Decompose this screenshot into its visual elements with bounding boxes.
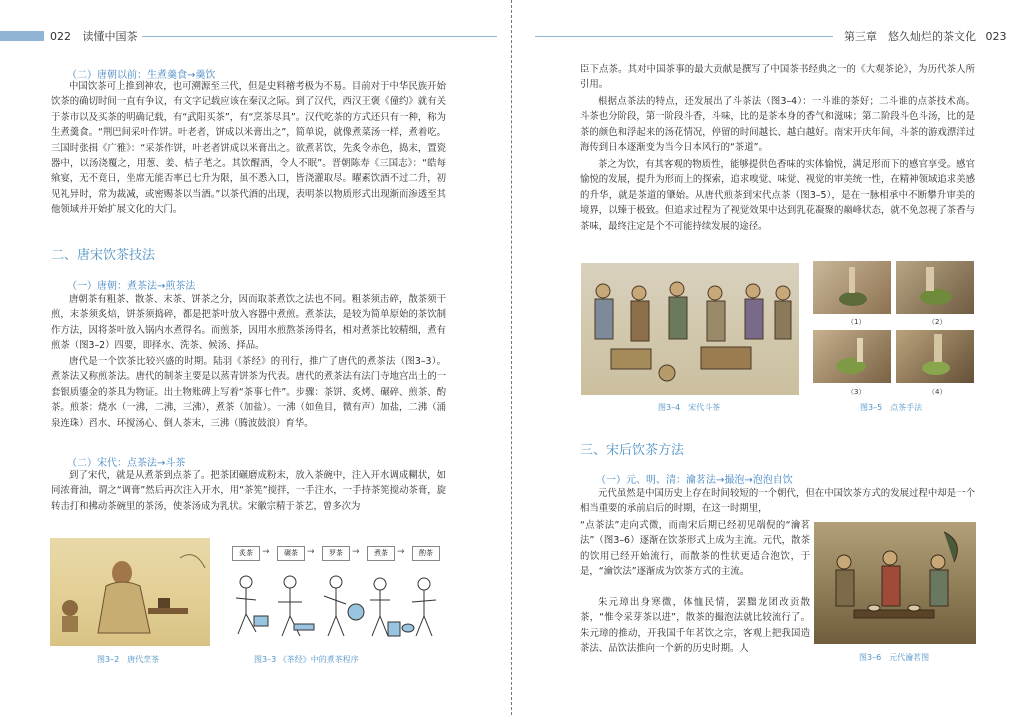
subheading-pre-tang: （二）唐朝以前：生煮羹食→羹饮: [67, 70, 216, 81]
flow-step: 煮茶: [367, 546, 395, 561]
arrow-right-icon: →: [352, 547, 360, 557]
figures-illustration: [228, 566, 443, 646]
subheading-song: （二）宋代：点茶法→斗茶: [67, 458, 186, 469]
paragraph: 臣下点茶。其对中国茶事的最大贡献是撰写了中国茶书经典之一的《大观茶论》，为历代茶人所引用。: [580, 64, 975, 91]
tea-whisking-step-photo: [813, 330, 891, 383]
flow-step: 酌茶: [412, 546, 440, 561]
left-page: [0, 0, 509, 715]
tea-whisking-step-photo: [813, 261, 891, 314]
page-gutter: [511, 0, 512, 715]
header-right: [844, 28, 1007, 44]
paragraph: 茶之为饮，有其客观的物质性，能够提供色香味的实体愉悦，满足形而下的感官享受。感官愉悦的发展，提升为形而上的探索，追求嗅觉、味觉、视觉的审美统一性，在精神领域追求美感的升华，就是茶道的肇始。从唐代煎茶到宋代点茶（图3–5），是在一脉相承中不断攀升审美的境界，以臻于极致。但追求过程为了视觉效果中达到乳花凝聚的巅峰状态，就不免忽视了茶香与茶味，最终注定是个不可能持续发展的途径。: [580, 159, 975, 232]
figure-caption: 图3–5 点茶手法: [860, 403, 923, 412]
tea-whisking-illustration: [896, 330, 974, 383]
section-heading-post-song: 三、宋后饮茶方法: [580, 443, 685, 458]
right-page: [515, 0, 1024, 715]
paragraph: 唐代是一个饮茶比较兴盛的时期。陆羽《茶经》的刊行，推广了唐代的煮茶法（图3–3）。煮茶法又称煎茶法。唐代的制茶主要是以蒸青饼茶为代表。唐代的煮茶法有法门寺地宫出土的一套银质鎏金的茶具为物证。出土物账碑上写着“茶事七件”。步骤：茶饼、炙烤、碾碎、煎茶、酌茶。煎茶：烧水（一沸，二沸，三沸），煮茶（加盐）。一沸（如鱼目，微有声）加盐，二沸（涌泉连珠）舀水、环搅汤心、倒人茶末，三沸（腾波鼓浪）育华。: [51, 356, 446, 429]
header-bar-left: [0, 31, 44, 41]
tea-scholar-illustration: [50, 538, 210, 646]
paragraph: 到了宋代，就是从煮茶到点茶了。把茶团碾磨成粉末，放入茶碗中，注入开水调成糊状，如同浓膏油，谓之“调膏”然后再次注入开水，用“茶筅”搅拌，一手注水，一手持茶筅搅动茶膏，旋转击打和拂动茶碗里的茶汤，使茶汤成为乳状。宋徽宗精于茶艺，曾多次为: [51, 470, 446, 512]
flow-step: 炙茶: [232, 546, 260, 561]
song-tea-competition-painting: [581, 263, 799, 395]
tea-merchants-illustration: [581, 263, 799, 395]
chapter-title: 第三章 悠久灿烂的茶文化: [844, 30, 976, 43]
arrow-right-icon: →: [307, 547, 315, 557]
step-label: （3）: [847, 388, 866, 396]
tang-tea-painting: [50, 538, 210, 646]
subheading-yuan-ming-qing: （一）元、明、清：瀹茗法→撮泡→泡泡自饮: [596, 475, 793, 486]
tea-whisking-step-photo: [896, 261, 974, 314]
paragraph: 朱元璋出身寒微，体恤民情，罢黜龙团改贡散茶，“惟令采芽茶以进”，散茶的撮泡法就比较流行了。朱元璋的推动，开我国千年茗饮之宗，客观上把我国造茶法、品饮法推向一个新的历史时期。人: [580, 597, 810, 655]
step-label: （1）: [847, 318, 866, 326]
paragraph: 根据点茶法的特点，还发展出了斗茶法（图3–4）：一斗谁的茶好；二斗谁的点茶技术高。斗茶也分阶段，第一阶段斗香，斗味，比的是茶本身的香气和滋味；第二阶段斗色斗汤，比的是茶的颜色和浮起来的汤花情况，停留的时间越长、越白越好。南宋开庆年间，斗茶的游戏漂洋过海传到日本逐渐变为当今日本风行的“茶道”。: [580, 96, 975, 154]
tea-whisking-step-photo: [896, 330, 974, 383]
arrow-right-icon: →: [262, 547, 270, 557]
subheading-tang: （一）唐朝：煮茶法→煎茶法: [67, 281, 196, 292]
page-number: 023: [985, 30, 1007, 43]
step-label: （2）: [928, 318, 947, 326]
figure-caption: 图3–3 《茶经》中的煮茶程序: [254, 655, 359, 664]
tea-whisking-illustration: [896, 261, 974, 314]
yuan-tea-brewing-painting: [814, 522, 976, 644]
figure-caption: 图3–2 唐代烹茶: [97, 655, 160, 664]
header-rule-left: [142, 36, 497, 37]
tea-whisking-illustration: [813, 330, 891, 383]
paragraph: 元代虽然是中国历史上存在时间较短的一个朝代，但在中国饮茶方式的发展过程中却是一个相当重要的承前启后的时期，在这一时期里，: [580, 488, 975, 515]
page-number: 022: [50, 30, 71, 43]
flow-step: 罗茶: [322, 546, 350, 561]
header-left: [50, 28, 138, 44]
section-heading-tang-song: 二、唐宋饮茶技法: [51, 248, 156, 263]
tea-brewing-illustration: [814, 522, 976, 644]
paragraph: 中国饮茶可上推到神农，也可溯源至三代，但是史料稽考极为不易。目前对于中华民族开始饮茶的确切时间一直有争议，有文字记载应该在秦汉之际。到了汉代，西汉王褒《僮约》就有关于茶市以及买茶的明确记载，有“武阳买茶”，有“烹茶尽具”。汉代吃茶的方式还只有一种，称为生煮羹食。“荆巴间采叶作饼。叶老者，饼成以米膏出之”，简单说，就像煮菜汤一样，煮着吃。三国时张揖《广雅》：“采茶作饼，叶老者饼成以米膏出之。欲煮茗饮，先炙令赤色，捣末，置瓷器中，以汤浇覆之，用葱、姜、桔子芼之。其饮醒酒，令人不眠”。晋朝陈寿《三国志》：“皓每飨宴，无不竟日，坐席无能否率已七升为限，虽不悉入口，皆浇灌取尽。曜素饮酒不过二升，初见礼异时，常为裁减，或密赐茶以当酒。”以茶代酒的出现，表明茶以物质形式出现渐而渗透至其他领域并开始扩展文化的大门。: [51, 81, 446, 216]
tea-process-figures: [228, 566, 443, 646]
flow-step: 碾茶: [277, 546, 305, 561]
paragraph: “点茶法”走向式微，而南宋后期已经初见端倪的“瀹茗法”（图3–6）逐渐在饮茶形式上成为主流。元代，散茶的饮用已经开始流行，而散茶的性状更适合泡饮，于是，“瀹饮法”逐渐成为饮茶方式的主流。: [580, 520, 810, 578]
book-title: 读懂中国茶: [82, 30, 138, 43]
figure-caption: 图3–4 宋代斗茶: [658, 403, 721, 412]
figure-caption: 图3–6 元代瀹茗图: [859, 653, 930, 662]
arrow-right-icon: →: [397, 547, 405, 557]
header-rule-right: [535, 36, 833, 37]
step-label: （4）: [928, 388, 947, 396]
paragraph: 唐朝茶有粗茶、散茶、末茶、饼茶之分，因而取茶煮饮之法也不同。粗茶须击碎，散茶须干煎，末茶须炙焙，饼茶须捣碎，都是把茶叶放入容器中煮煎。煮茶法，是较为简单原始的茶饮制作方法，因将茶叶放入锅内水煮得名。而煎茶，因用水煎熬茶汤得名，相对煮茶比较精细，煮有煎茶（图3–2）四要，即择水、洗茶、候汤、择品。: [51, 294, 446, 352]
tea-whisking-illustration: [813, 261, 891, 314]
